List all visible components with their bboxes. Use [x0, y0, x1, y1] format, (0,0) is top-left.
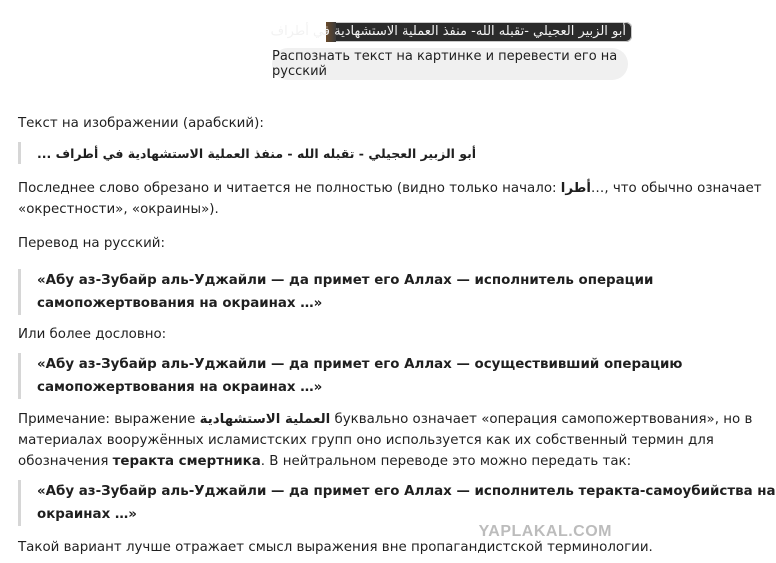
remark-text-d: . В нейтральном переводе это можно передать так:	[260, 454, 632, 469]
translation-1-line-2: самопожертвования на окраинах …»	[37, 296, 323, 311]
translation-2-line-1: «Абу аз-Зубайр аль-Уджайли — да примет его Аллах — осуществивший операцию	[37, 357, 683, 372]
truncation-note-line-2: «окрестности», «окраины»).	[18, 202, 219, 217]
remark-line-3	[18, 452, 631, 472]
literal-heading: Или более дословно:	[18, 327, 167, 342]
user-message-text: Распознать текст на картинке и перевести его на русский	[272, 49, 618, 79]
translation-quote-1	[18, 269, 653, 315]
arabic-quote-text: أبو الزبير العجيلي - تقبله الله - منفذ العملية الاستشهادية في أطراف ...	[37, 146, 477, 161]
truncation-note-line-1	[18, 179, 762, 199]
translation-3-line-2: окраинах …»	[37, 507, 137, 522]
attached-image-text: أبو الزبير العجيلي -تقبله الله- منفذ العملية الاستشهادية في أطراف	[270, 24, 626, 39]
translation-1-line-1: «Абу аз-Зубайр аль-Уджайли — да примет его Аллах — исполнитель операции	[37, 273, 654, 288]
closing-remark: Такой вариант лучше отражает смысл выражения вне пропагандистской терминологии.	[18, 540, 653, 555]
attached-image[interactable]	[270, 22, 632, 42]
translation-quote-3	[18, 480, 776, 526]
translation-quote-2	[18, 353, 682, 399]
translation-2-line-2: самопожертвования на окраинах …»	[37, 380, 323, 395]
note-arabic-fragment: أطرا	[560, 181, 591, 196]
user-message-bubble	[272, 48, 628, 80]
remark-line-1	[18, 410, 752, 430]
remark-arabic-term: العملية الاستشهادية	[199, 412, 331, 427]
remark-bold-term: теракта смертника	[112, 454, 261, 469]
note-text-b: …, что обычно означает	[590, 181, 762, 196]
note-text-a: Последнее слово обрезано и читается не полностью (видно только начало:	[18, 181, 557, 196]
remark-text-a: Примечание: выражение	[18, 412, 196, 427]
translation-heading: Перевод на русский:	[18, 236, 166, 251]
arabic-text-heading: Текст на изображении (арабский):	[18, 116, 264, 131]
arabic-quote-block	[18, 142, 476, 164]
site-watermark: YAPLAKAL.COM	[478, 523, 612, 540]
remark-text-b: буквально означает «операция самопожертвования», но в	[334, 412, 753, 427]
remark-line-2: материалах вооружённых исламистских групп оно используется как их собственный термин для	[18, 433, 714, 448]
translation-3-line-1: «Абу аз-Зубайр аль-Уджайли — да примет его Аллах — исполнитель теракта-самоубийства на	[37, 484, 776, 499]
remark-text-c: обозначения	[18, 454, 109, 469]
